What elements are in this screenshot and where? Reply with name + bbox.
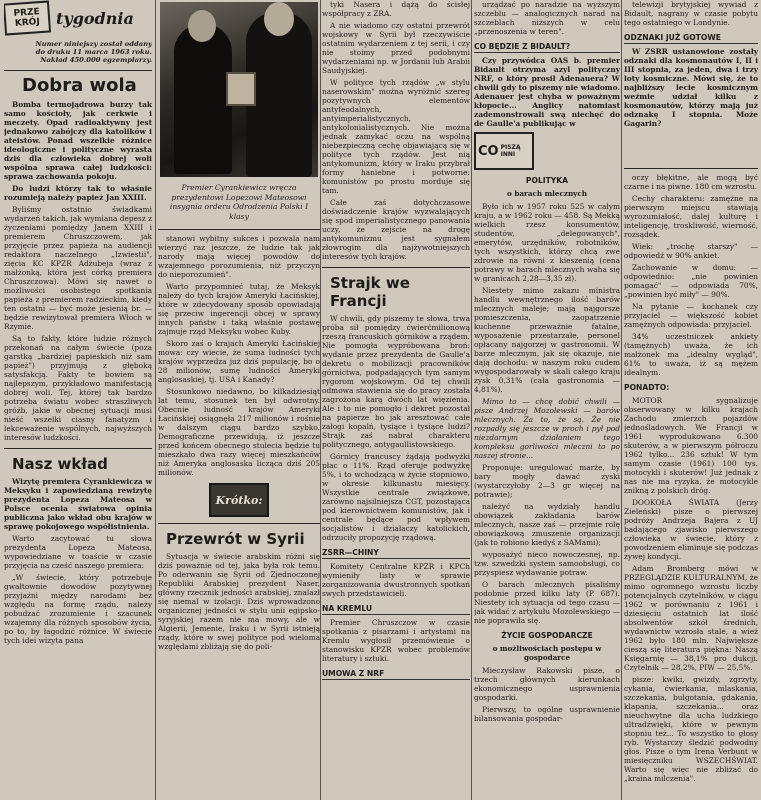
paragraph: Do ludzi którzy tak to właśnie rozumieją należy papież Jan XXIII.	[4, 184, 152, 202]
paragraph: Premier Chruszczow w czasie spotkania z pisarzami i artystami na Kremlu wygłosił przemówienie o stanowisku KPZR wobec problemów literatury i sztuki.	[322, 618, 470, 663]
umowa-heading: UMOWA Z NRF	[322, 669, 470, 680]
column-2	[158, 0, 320, 654]
paragraph: stanowi wybitny sukces i pozwala nam wierzyć raz jeszcze, że ludzie tak jak narody mają więcej powodów do wzajemnego porozumienia, niż przyczyn do nieporozumień".	[158, 234, 320, 279]
paragraph: „W świecie, który potrzebuje gwałtownie dowodów pozytywnej przyjaźni między narodami bez względu na formę rządu, należy pobudzać zrozumienie i szacunek wzajemny dla różnych sposobów życia, po to, by łagodzić różnice. W świecie tych idei wizyta pana	[4, 573, 152, 645]
paragraph: MOTOR sygnalizuje obserwowany w kilku krajach Zachodu zmierzch pojazdów jednośladowych. We Francji w 1961 wyprodukowano 6.300 skuterów, a w pierwszym półroczu 1962 tylko... 236 sztuk! W tym samym czasie (1961) 100 tys. motocykli i skuterów! Już jednak z nas nie ma ryzyka, że motocykle znikną z polskich dróg.	[624, 396, 758, 495]
paragraph: Było ich w 1957 roku 525 w całym kraju, a w 1962 roku — 458. Są Mekką wielkich rzesz konsumentów, studentów, „delegowanych", emerytów, urzędników, robotników, tych wszystkich, którzy chcą zwe zdrowie na równi z kieszenią (cena potrawy w barach mlecznych waha się w granicach 2,28—3,35 zł).	[474, 202, 620, 283]
paragraph: Wizytę premiera Cyrankiewicza w Meksyku i zapowiedzianą rewizytę prezydenta Lopeza Mateosa w Polsce ocenia światowa opinia publiczna jako wkład obu krajów w sprawę pokojowego współistnienia.	[4, 477, 152, 531]
photo-premier-ceremony	[160, 2, 318, 177]
paragraph: Komitety Centralne KPZR i KPCh wymieniły listy w sprawie zorganizowania dwustronnych spotkań swych przedstawicieli.	[322, 562, 470, 598]
polityka-subheading: o barach mlecznych	[507, 189, 587, 198]
paragraph: W chwili, gdy piszemy te słowa, trwa próba sił pomiędzy ćwierćmilionową rzeszą francuskich górników a rządem. Nie pomogła wypróbowana broń: wydanie przez prezydenta de Gaulle'a dekretu o mobilizacji pracowników górnictwa, podpadających tym samym rygorom wojskowym. Od tej chwili odmowa stawienia się do pracy została zagrożona karą dwóch lat więzienia. Ale i to nie pomogło i dekret pozostał na papierze bo jak aresztować całe załogi kopalń, tysiące i tysiące ludzi? Strajk zaś nabrał charakteru politycznego, antygaullistowskiego.	[322, 314, 470, 449]
paragraph: Niestety mimo zakazu ministra handlu wewnętrznego ilość barów mlecznych maleje; mają najgorsze pomieszczenia, zaopatrzenie kuchenne przeważnie fatalne, wyposażenie przestarzałe, personel opłacany najgorzej w gastronomii. W barze mlecznym, jak się okazuje, nie dają dochodu: w naszym roku cudem wygospodarowały w skali całego kraju zysk 0,31% (cała gastronomia — 4,81%).	[474, 286, 620, 394]
photo-head-left	[188, 10, 216, 42]
logo-top-text: PRZE	[13, 7, 41, 19]
column-rule	[471, 0, 472, 800]
paragraph: Stosunkowo niedawno, bo kilkadziesiąt lat temu, stosunek ten był odwrotny. Obecnie ludność krajów Ameryki Łacińskiej osiągnęła 217 milionów i rośnie w dalszym ciągu bardzo szybko. Demograficzne przewidują, iż jeszcze przed końcem obecnego stulecia będzie tu mieszkało dwa razy więcej mieszkańców niż Ameryka anglosaska licząca dziś 205 milionów.	[158, 387, 320, 477]
paragraph: A nie wiadomo czy ostatni przewrót wojskowy w Syrii był rzeczywiście ostatnim wydarzeniem z tej serii, i czy nie stoimy przed podobnymi wydarzeniami np. w Jordanii lub Arabii Saudyjskiej.	[322, 21, 470, 75]
paragraph: Cechy charakteru: zamężne na pierwszym miejscu stawiają wyrozumiałość, dalej kulturę i inteligencję, troskliwość, wierność, rozsądek.	[624, 194, 758, 239]
column-3	[322, 0, 470, 683]
photo-order-insignia	[226, 72, 256, 106]
paragraph: Są to fakty, które ludzie różnych przekonań na całym świecie (poza garstką „bardziej papieskich niż sam papież") przyjmują z głęboką satysfakcją. Fakty te bowiem są najlepszym, przykładowo manifestacją dobrej woli. Tej, której tak bardzo potrzeba światu wobec straszliwych gróźb, jakie w obecnej sytuacji musi nieść wszelki ciasny fanatyzm i lekceważenie wspólnych, najwyższych interesów ludzkości.	[4, 334, 152, 442]
paragraph: O barach mlecznych pisaliśmy podobnie przed kilku laty (P. 687). Niestety ich sytuacja od tego czasu — jak widać z artykułu Mozolewskiego — nie poprawiła się.	[474, 580, 620, 625]
paragraph: W ZSRR ustanowione zostały odznaki dla kosmonautów I, II i III stopnia, za jeden, dwa i trzy loty kosmiczne. Mówi się, że to najbliższy lecie kosmicznym weźmie udział kilku z kosmonautów, którzy mają już odznakę I stopnia. Może Gagarin?	[624, 47, 758, 128]
przekroj-logo	[4, 0, 51, 35]
paragraph: Bomba termojądrowa burzy tak samo kościoły, jak cerkwie i meczety. Opad radioaktywny jest jednakowo zabójczy dla katolików i ateistów. Ponad wszelkie różnice ideologiczne i polityczne wyrasta dziś dla człowieka dobrej woli wspólna sprawa całej ludzkości: sprawa zachowania pokoju.	[4, 100, 152, 181]
logo-bottom-text: KRÓJ	[14, 17, 41, 29]
paragraph: Skoro zaś o krajach Ameryki Łacińskiej mowa: czy wiecie, że suma ludności tych krajów wyprzedza już dziś populację, bo o 28 milionów, sumę ludności Ameryki anglosaskiej, tj. USA i Kanady?	[158, 339, 320, 384]
polityka-heading: POLITYKA	[525, 176, 569, 185]
paragraph: Górnicy francuscy żądają podwyżki płac o 11%. Rząd oferuje podwyżkę 5%, i to wchodzącą w życie stopniowo, w okresie kilkunastu miesięcy. Wszystkie centrale związkowe, zarówno najsilniejsza CGT, pozostająca pod kierownictwem komunistów, jak i centrale będące pod wpływem socjalistów i działaczy katolickich, odrzuciły propozycję rządową.	[322, 452, 470, 542]
paragraph: tyki Nasera i dążą do ścisłej współpracy z ZRA.	[322, 0, 470, 18]
bidault-heading: CO BĘDZIE Z BIDAULT?	[474, 42, 620, 53]
przewrot-title: Przewrót w Syrii	[166, 530, 305, 548]
paragraph: Pierwszy, to ogólne usprawnienie bilansowania gospodar-	[474, 705, 620, 723]
paragraph: Warto zacytować tu słowa prezydenta Lopeza Mateosa, wypowiedziane w toaście w czasie przyjęcia na cześć naszego premiera:	[4, 534, 152, 570]
krotko-badge: Krótko:	[209, 483, 269, 517]
paragraph: Warto przypomnieć tutaj, że Meksyk należy do tych krajów Ameryki Łacińskiej, które w zdecydowany sposób opowiadają się przeciw ingerencji obcej w sprawy innych państw i taką właśnie postawę zajmuje rząd Meksyku wobec Kuby.	[158, 282, 320, 336]
photo-head-right	[264, 2, 294, 36]
co-pisza-inni-badge	[474, 132, 534, 170]
co-box-small: PISZĄ INNI	[500, 144, 521, 158]
nasz-wklad-title: Nasz wkład	[12, 455, 108, 473]
paragraph: Całe zaś dotychczasowe doświadczenie krajów wyzwalających się spod imperialistycznego panowania uczy, że zejście na drogę antykomunizmu jest sygnałem złowrogim dla najżywotniejszych interesów tych krajów.	[322, 198, 470, 261]
column-rule	[155, 0, 156, 800]
odznaki-heading: ODZNAKI JUŻ GOTOWE	[624, 33, 758, 44]
paragraph: 34% uczestniczek ankiety (tamężnych) uważa, że ich małżonek ma „idealny wygląd", 61% to uważa, iż są mężem idealnym.	[624, 332, 758, 377]
paragraph: Na pytanie — kochanek czy przyjaciel — większość kobiet zamężnych odpowiada: przyjaciel.	[624, 302, 758, 329]
paragraph: Byliśmy ostatnio świadkami wydarzeń takich, jak wymiana depesz z życzeniami pomiędzy Janem XXIII i premierem Chruszczowem, jak przyjęcie przez papieża na audiencji redaktora naczelnego „Izwiestii", zięcia KC KPZR Adżubeja (wraz z małżonką, która jest córką premiera Chruszczowa). Mówi się nawet o możliwości osobistego spotkania papieża z premierem radzieckim, kiedy ten ostatni — być może jesienią br. — będzie rewizytował premiera Włoch w Rzymie.	[4, 205, 152, 331]
masthead	[4, 2, 152, 34]
divider	[322, 267, 470, 268]
paragraph: Mieczysław Rakowski pisze, o trzech głównych kierunkach ekonomicznego usprawnienia gospodarki.	[474, 666, 620, 702]
ponadto-heading: PONADTO:	[624, 383, 670, 392]
divider	[158, 523, 320, 524]
paragraph: wyposażyć nieco nowoczesnej, np. tzw. szwedzki system samoobsługi, co przyspiesz wydawanie potraw.	[474, 550, 620, 577]
masthead-word: tygodnia	[56, 8, 134, 28]
column-rule	[320, 0, 321, 800]
issue-note: Numer niniejszy został oddany do druku 11 marca 1963 roku. Nakład 450.000 egzemplarzy.	[35, 40, 152, 64]
paragraph: Czy przywódca OAS b. premier Bidault otrzyma azyl polityczny NRF, o który prosił Adenauera? W chwili gdy to piszemy nie wiadomo. Adenauer jest chyba w poważnym kłopocie... Anglicy natomiast zademonstrowali swą niechęć do de Gaulle'a publikując w	[474, 56, 620, 128]
column-rule	[621, 0, 622, 800]
divider	[158, 229, 320, 230]
column-5	[624, 0, 758, 786]
paragraph: Adam Bromberg mówi w PRZEGLĄDZIE KULTURALNYM, że mimo ogromnego wzrostu liczby potencjalnych czytelników, w ciągu 1962 w porównaniu z 1961 i dziesięciu ostatnich lat ilość absolwentów szkół średnich, wydawnictw wzrosła stale, a wież 1962 było 180 mln. Największe cieszą się literatura piękna: Naszą Księgarnię — 38,1% pro dukcji. Czytelnik — 28,2%, PIW — 25,5%.	[624, 564, 758, 672]
zycie-subheading: o możliwościach postępu w gospodarce	[492, 644, 602, 662]
zsrr-heading: ZSRR—CHINY	[322, 548, 470, 559]
paragraph: Sytuacja w świecie arabskim różni się dziś poważnie od tej, jaka była rok temu. Po oderwaniu się Syrii od Zjednoczonej Republiki Arabskiej prezydent Naser, główny rzecznik jedności arabskiej, znalazł się niemal w izolacji. Dziś wprowadzono organicznej jedności w stylu unii egipsko-syryjskiej razem nie ma mowy, ale w Algierii, Jemenie, Iraku i w Syrii istnieją rządy, które w swej polityce pod wieloma względami zbliżają się do poli-	[158, 552, 320, 651]
paragraph: należyć na wydziały handlu obowiązek zakładania barów mlecznych, nasze zaś — przejmie rolę obowiązkową zmuszenie organizacji (jak to robiono kiedyś z SAMami);	[474, 502, 620, 547]
paragraph: Wiek: „trochę starszy" — odpowiedź w 90% ankiet.	[624, 242, 758, 260]
paragraph: pisze: kwiki, gwizdy, zgrzyty, cykania, ćwierkania, mlaskania, szczekania, bulgotania, gdakania, klapania, szczekania... oraz nieuchwytne dla ucha ludzkiego ultradźwięki, które w pewnym stopniu też... To wszystko to głosy ryb. Wystarczy śledzić podwodny głos. Pisze o tym Irena Verbunt w miesięczniku WSZECHŚWIAT. Warto się więc nie zbliżać do „kraina milczenia".	[624, 675, 758, 783]
column-4	[474, 0, 620, 726]
strajk-title: Strajk we Francji	[330, 274, 410, 310]
divider	[4, 70, 152, 71]
zycie-heading: ŻYCIE GOSPODARCZE	[501, 631, 593, 640]
photo-figure-left	[174, 24, 232, 174]
paragraph: urządzać po naradzie na wyższym szczeblu — analogicznych narad na szczeblach niższych w celu „przenoszenia w teren".	[474, 0, 620, 36]
divider	[624, 168, 758, 169]
dobra-wola-title: Dobra wola	[22, 75, 137, 96]
kreml-heading: NA KREMLU	[322, 604, 470, 615]
paragraph: DOOKOŁA ŚWIATA (Jerzy Zieleński) pisze o pierwszej podróży Andrzeja Bajera z UJ badającego zjawisko pierwszego człowieka w świecie, który z powodzeniem eliminuje się podczas żywej kondycji.	[624, 498, 758, 561]
paragraph: Zachowanie w domu: — odpowiednio: „nie powinien pomagać" — odpowiada 70%, „powinien być miły" — 90%.	[624, 263, 758, 299]
co-box-big: CO	[478, 143, 499, 159]
paragraph: Proponuje: uregulować marże, by bary mogły dawać zyski (wystarczyłoby 2—3 gr więcej na potrawie);	[474, 463, 620, 499]
column-1	[4, 0, 152, 648]
paragraph: oczy błękitne, ale mogą być czarne i na piwne. 180 cm wzrostu.	[624, 173, 758, 191]
paragraph: W polityce tych rządów „w stylu naserowskim" można wyróżnić szereg pozytywnych elementów antyfeodalnych, antyimperialistycznych, antykolonialistycznych. Nie można jednak zamykać oczu na wspólną niebezpieczną cechę objawiającą się w polityce tych rządów. Jest nią antykomunizm, który w Iraku przybrał formy haniebne i potworne: komunistów po prostu morduje się tam.	[322, 78, 470, 195]
paragraph: Mimo to — chcę dobić chwili — pisze Andrzej Mozolewski — barów mlecznych. Za to, że są. Że nie rozpadły się jeszcze w proch i pył pod niezdarnym działaniem tego kompleksu gorliwości mleczni to po naszej stronie...	[474, 397, 620, 460]
divider	[4, 448, 152, 449]
photo-caption: Premier Cyrankiewicz wręcza prezydentowi Lopezowi Mateosowi insygnia orderu Odrodzenia Polski I klasy	[169, 183, 309, 221]
paragraph: telewizji brytyjskiej wywiad z Bidault, nagrany w czasie pobytu tego ostatniego w Londynie.	[624, 0, 758, 27]
